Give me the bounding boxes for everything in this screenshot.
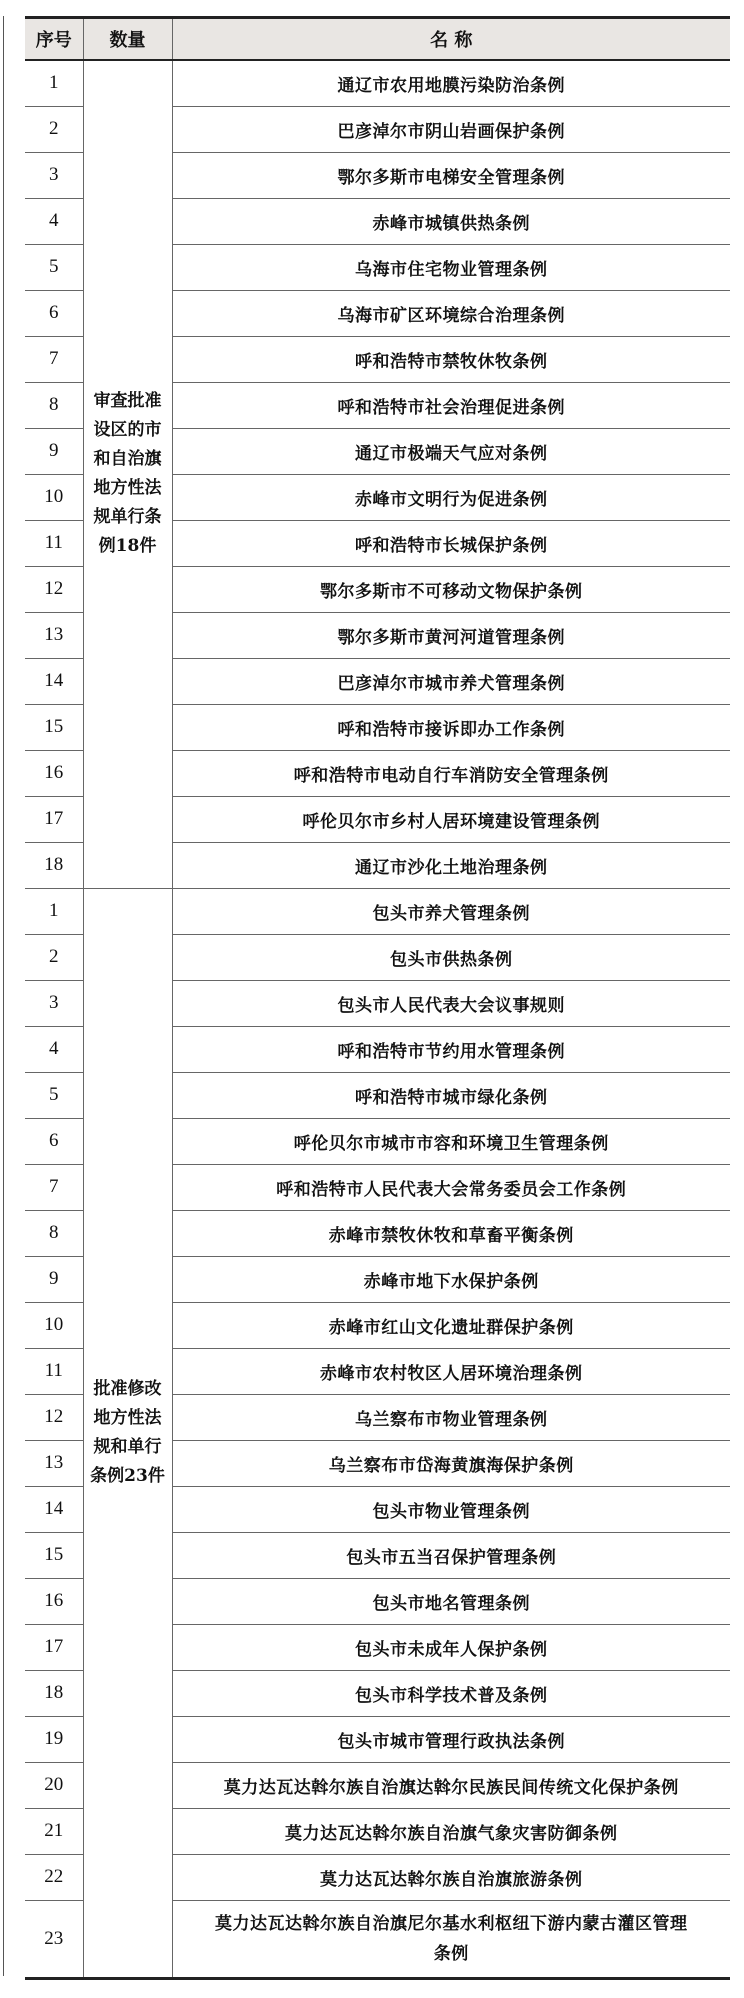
regulation-name: 通辽市极端天气应对条例 — [172, 428, 730, 474]
regulation-name: 乌海市矿区环境综合治理条例 — [172, 290, 730, 336]
header-count: 数量 — [83, 18, 172, 60]
row-index: 2 — [25, 934, 83, 980]
regulation-name: 包头市供热条例 — [172, 934, 730, 980]
regulation-name: 巴彦淖尔市阴山岩画保护条例 — [172, 106, 730, 152]
regulation-name: 呼和浩特市社会治理促进条例 — [172, 382, 730, 428]
row-index: 11 — [25, 520, 83, 566]
regulation-name: 呼伦贝尔市乡村人居环境建设管理条例 — [172, 796, 730, 842]
regulation-name: 呼和浩特市接诉即办工作条例 — [172, 704, 730, 750]
regulation-name: 呼和浩特市禁牧休牧条例 — [172, 336, 730, 382]
row-index: 7 — [25, 336, 83, 382]
regulation-name: 包头市地名管理条例 — [172, 1578, 730, 1624]
row-index: 15 — [25, 704, 83, 750]
row-index: 3 — [25, 152, 83, 198]
regulation-name: 呼和浩特市节约用水管理条例 — [172, 1026, 730, 1072]
row-index: 10 — [25, 474, 83, 520]
row-index: 5 — [25, 244, 83, 290]
row-index: 17 — [25, 796, 83, 842]
page-edge-line — [3, 16, 4, 1976]
row-index: 1 — [25, 888, 83, 934]
regulation-name: 呼伦贝尔市城市市容和环境卫生管理条例 — [172, 1118, 730, 1164]
row-index: 13 — [25, 1440, 83, 1486]
regulation-name: 赤峰市文明行为促进条例 — [172, 474, 730, 520]
regulation-name: 赤峰市城镇供热条例 — [172, 198, 730, 244]
regulation-name: 包头市城市管理行政执法条例 — [172, 1716, 730, 1762]
row-index: 20 — [25, 1762, 83, 1808]
header-index: 序号 — [35, 29, 72, 51]
row-index: 16 — [25, 750, 83, 796]
row-index: 2 — [25, 106, 83, 152]
row-index: 4 — [25, 1026, 83, 1072]
row-index: 6 — [25, 1118, 83, 1164]
regulation-name: 莫力达瓦达斡尔族自治旗气象灾害防御条例 — [172, 1808, 730, 1854]
regulation-name: 包头市养犬管理条例 — [172, 888, 730, 934]
regulation-name: 鄂尔多斯市不可移动文物保护条例 — [172, 566, 730, 612]
regulation-name: 乌兰察布市岱海黄旗海保护条例 — [172, 1440, 730, 1486]
regulation-name: 包头市物业管理条例 — [172, 1486, 730, 1532]
regulation-name: 通辽市沙化土地治理条例 — [172, 842, 730, 888]
row-index: 16 — [25, 1578, 83, 1624]
regulation-name: 莫力达瓦达斡尔族自治旗达斡尔民族民间传统文化保护条例 — [172, 1762, 730, 1808]
row-index: 3 — [25, 980, 83, 1026]
regulation-name: 包头市未成年人保护条例 — [172, 1624, 730, 1670]
row-index: 5 — [25, 1072, 83, 1118]
regulation-name: 包头市人民代表大会议事规则 — [172, 980, 730, 1026]
table-header-row — [25, 18, 730, 60]
row-index: 7 — [25, 1164, 83, 1210]
regulation-name: 呼和浩特市人民代表大会常务委员会工作条例 — [172, 1164, 730, 1210]
row-index: 15 — [25, 1532, 83, 1578]
row-index: 23 — [25, 1900, 83, 1978]
row-index: 18 — [25, 842, 83, 888]
group-label: 批准修改地方性法规和单行条例23件 — [83, 888, 172, 1978]
regulation-name: 鄂尔多斯市电梯安全管理条例 — [172, 152, 730, 198]
regulation-name: 赤峰市地下水保护条例 — [172, 1256, 730, 1302]
header-name: 名 称 — [172, 18, 730, 60]
row-index: 10 — [25, 1302, 83, 1348]
row-index: 18 — [25, 1670, 83, 1716]
regulation-name: 莫力达瓦达斡尔族自治旗旅游条例 — [172, 1854, 730, 1900]
regulation-name: 乌海市住宅物业管理条例 — [172, 244, 730, 290]
row-index: 12 — [25, 566, 83, 612]
regulation-name: 赤峰市红山文化遗址群保护条例 — [172, 1302, 730, 1348]
regulations-table — [25, 16, 730, 1980]
regulation-name: 赤峰市禁牧休牧和草畜平衡条例 — [172, 1210, 730, 1256]
row-index: 8 — [25, 382, 83, 428]
regulation-name: 呼和浩特市电动自行车消防安全管理条例 — [172, 750, 730, 796]
group-label: 审查批准设区的市和自治旗地方性法规单行条例18件 — [83, 60, 172, 889]
regulation-name: 巴彦淖尔市城市养犬管理条例 — [172, 658, 730, 704]
table-row — [25, 60, 730, 107]
regulation-name: 呼和浩特市长城保护条例 — [172, 520, 730, 566]
table-row — [25, 888, 730, 934]
regulation-name: 包头市五当召保护管理条例 — [172, 1532, 730, 1578]
regulation-name: 莫力达瓦达斡尔族自治旗尼尔基水利枢纽下游内蒙古灌区管理条例 — [172, 1900, 730, 1978]
row-index: 9 — [25, 1256, 83, 1302]
row-index: 17 — [25, 1624, 83, 1670]
row-index: 14 — [25, 658, 83, 704]
row-index: 8 — [25, 1210, 83, 1256]
row-index: 9 — [25, 428, 83, 474]
row-index: 6 — [25, 290, 83, 336]
row-index: 11 — [25, 1348, 83, 1394]
row-index: 4 — [25, 198, 83, 244]
row-index: 19 — [25, 1716, 83, 1762]
regulation-name: 通辽市农用地膜污染防治条例 — [172, 60, 730, 107]
row-index: 14 — [25, 1486, 83, 1532]
regulation-name: 包头市科学技术普及条例 — [172, 1670, 730, 1716]
row-index: 21 — [25, 1808, 83, 1854]
regulation-name: 鄂尔多斯市黄河河道管理条例 — [172, 612, 730, 658]
row-index: 22 — [25, 1854, 83, 1900]
regulation-name: 乌兰察布市物业管理条例 — [172, 1394, 730, 1440]
regulation-name: 呼和浩特市城市绿化条例 — [172, 1072, 730, 1118]
row-index: 13 — [25, 612, 83, 658]
row-index: 1 — [25, 60, 83, 107]
row-index: 12 — [25, 1394, 83, 1440]
regulation-name: 赤峰市农村牧区人居环境治理条例 — [172, 1348, 730, 1394]
